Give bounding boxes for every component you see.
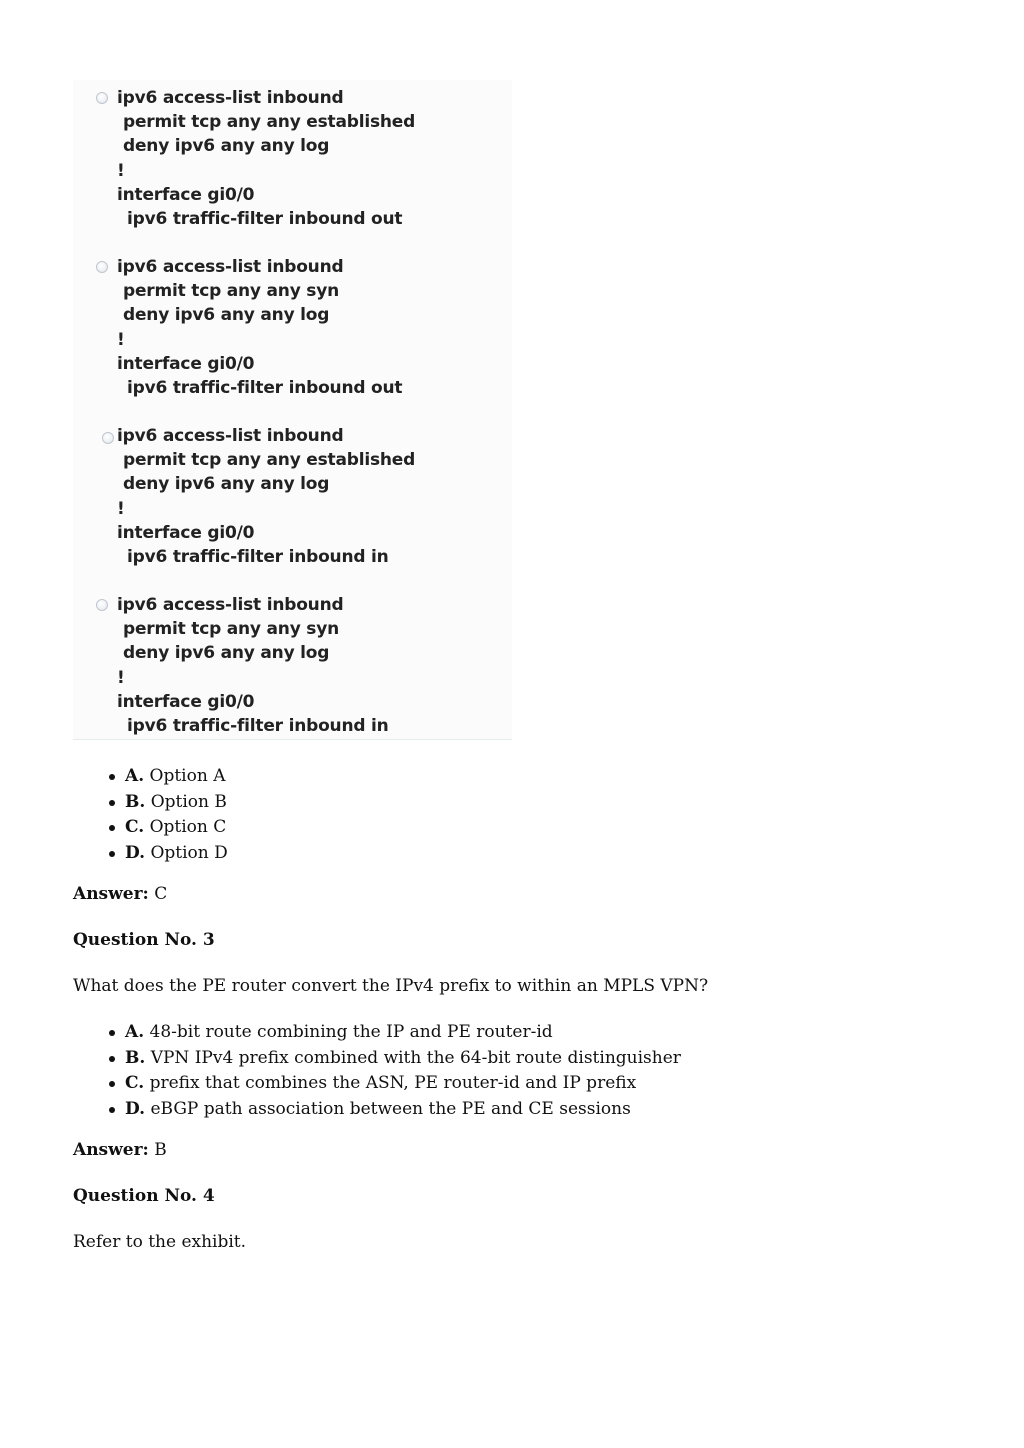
answer-label: Answer: xyxy=(73,884,149,904)
config-line: interface gi0/0 xyxy=(117,353,255,374)
answer-label: Answer: xyxy=(73,1140,149,1160)
radio-option-3-icon[interactable] xyxy=(102,432,114,444)
config-line: interface gi0/0 xyxy=(117,691,255,712)
config-line: ! xyxy=(117,160,125,181)
config-line: ! xyxy=(117,667,125,688)
q3-heading: Question No. 3 xyxy=(73,930,215,950)
exhibit-option-4 xyxy=(117,593,517,738)
q4-heading: Question No. 4 xyxy=(73,1186,215,1206)
list-item: C. Option C xyxy=(125,815,953,841)
exhibit-option-3 xyxy=(117,424,517,569)
exhibit-image xyxy=(73,80,512,740)
config-line: ipv6 access-list inbound xyxy=(117,88,344,108)
config-line: ! xyxy=(117,498,125,519)
config-line: ipv6 access-list inbound xyxy=(117,595,344,615)
config-line: permit tcp any any established xyxy=(123,450,416,471)
list-item: B. VPN IPv4 prefix combined with the 64-bit route distinguisher xyxy=(125,1046,953,1072)
list-item: B. Option B xyxy=(125,790,953,816)
answer-value: C xyxy=(154,884,168,904)
config-line: ipv6 traffic-filter inbound in xyxy=(127,715,389,736)
list-item: D. Option D xyxy=(125,841,953,867)
q4-question-text: Refer to the exhibit. xyxy=(73,1232,247,1252)
list-item: A. 48-bit route combining the IP and PE router-id xyxy=(125,1020,953,1046)
config-line: interface gi0/0 xyxy=(117,522,255,543)
q2-choice-list xyxy=(73,764,953,866)
config-line: interface gi0/0 xyxy=(117,184,255,205)
q2-answer xyxy=(73,882,953,906)
config-line: deny ipv6 any any log xyxy=(123,305,330,326)
radio-option-2-icon[interactable] xyxy=(96,261,108,273)
config-line: ipv6 traffic-filter inbound in xyxy=(127,546,389,567)
exhibit-option-1 xyxy=(117,86,517,231)
config-line: permit tcp any any established xyxy=(123,112,416,133)
list-item: A. Option A xyxy=(125,764,953,790)
radio-option-1-icon[interactable] xyxy=(96,92,108,104)
radio-option-4-icon[interactable] xyxy=(96,599,108,611)
config-line: ipv6 access-list inbound xyxy=(117,426,344,446)
document-page xyxy=(73,80,953,1254)
config-line: ipv6 traffic-filter inbound out xyxy=(127,208,403,229)
list-item: D. eBGP path association between the PE and CE sessions xyxy=(125,1097,953,1123)
exhibit-option-2 xyxy=(117,255,517,400)
config-line: ! xyxy=(117,329,125,350)
answer-value: B xyxy=(154,1140,167,1160)
q3-question-text: What does the PE router convert the IPv4 prefix to within an MPLS VPN? xyxy=(73,976,709,996)
q3-choice-list xyxy=(73,1020,953,1122)
list-item: C. prefix that combines the ASN, PE router-id and IP prefix xyxy=(125,1071,953,1097)
config-line: deny ipv6 any any log xyxy=(123,474,330,495)
config-line: ipv6 traffic-filter inbound out xyxy=(127,377,403,398)
config-line: deny ipv6 any any log xyxy=(123,643,330,664)
config-line: ipv6 access-list inbound xyxy=(117,257,344,277)
config-line: deny ipv6 any any log xyxy=(123,136,330,157)
q3-answer xyxy=(73,1138,953,1162)
config-line: permit tcp any any syn xyxy=(123,619,340,640)
config-line: permit tcp any any syn xyxy=(123,281,340,302)
